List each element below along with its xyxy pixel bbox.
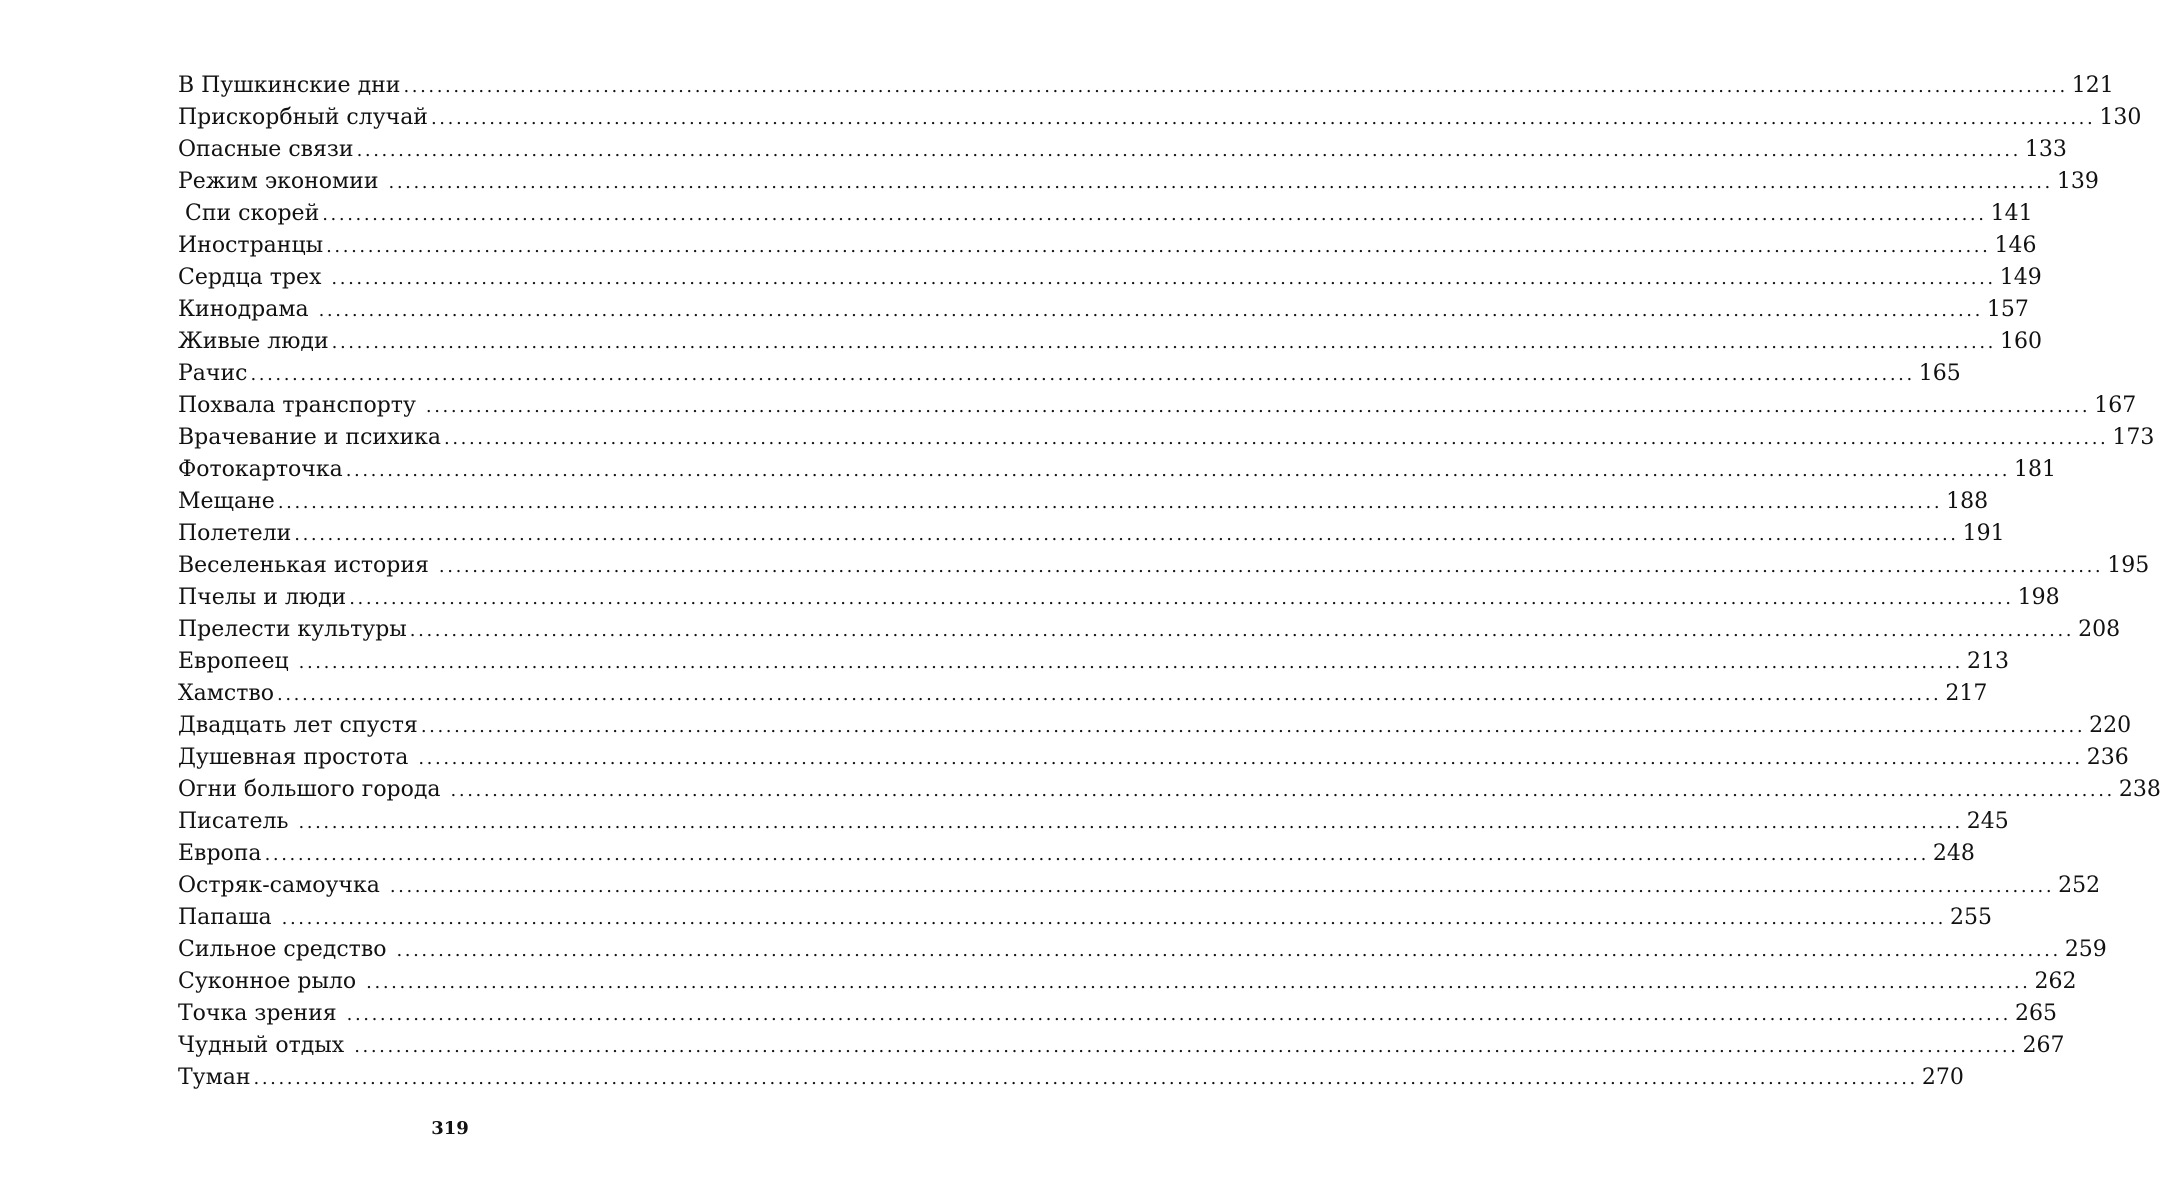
toc-entry xyxy=(178,1030,2065,1062)
toc-entry-title: Хамство xyxy=(178,681,275,706)
toc-entry-page: 133 xyxy=(2024,137,2067,162)
toc-entry xyxy=(178,262,2042,294)
toc-entry xyxy=(178,966,2077,998)
toc-entry-title: Рачис xyxy=(178,361,248,386)
toc-entry-title: Режим экономии xyxy=(178,169,386,194)
toc-entry xyxy=(178,838,1975,870)
dot-leader: ........................................................................................................................................................................................................ xyxy=(403,76,2068,97)
dot-leader: ........................................................................................................................................................................................................ xyxy=(349,588,2014,609)
toc-entry-title: Веселенькая история xyxy=(178,553,436,578)
toc-entry xyxy=(178,102,2142,134)
dot-leader: ........................................................................................................................................................................................................ xyxy=(298,652,1963,673)
toc-entry-page: 248 xyxy=(1932,841,1975,866)
toc-entry-title: Европеец xyxy=(178,649,296,674)
toc-entry xyxy=(178,294,2029,326)
toc-entry-page: 252 xyxy=(2058,873,2101,898)
toc-entry xyxy=(178,582,2060,614)
toc-entry-page: 139 xyxy=(2056,169,2099,194)
toc-entry-page: 217 xyxy=(1945,681,1988,706)
page-number: 319 xyxy=(431,1118,469,1139)
toc-entry-page: 141 xyxy=(1990,201,2033,226)
toc-entry-page: 267 xyxy=(2022,1033,2065,1058)
dot-leader: ........................................................................................................................................................................................................ xyxy=(331,332,1996,353)
toc-entry xyxy=(178,774,2161,806)
toc-entry-page: 188 xyxy=(1946,489,1989,514)
toc-entry-title: Двадцать лет спустя xyxy=(178,713,418,738)
toc-entry-title: Огни большого города xyxy=(178,777,448,802)
dot-leader: ........................................................................................................................................................................................................ xyxy=(250,364,1915,385)
toc-entry-page: 270 xyxy=(1921,1065,1964,1090)
toc-entry-title: Прискорбный случай xyxy=(178,105,428,130)
toc-entry-title: Чудный отдых xyxy=(178,1033,352,1058)
dot-leader: ........................................................................................................................................................................................................ xyxy=(354,1036,2019,1057)
dot-leader: ........................................................................................................................................................................................................ xyxy=(277,684,1942,705)
toc-entry-title: Сильное средство xyxy=(178,937,394,962)
toc-entry-page: 213 xyxy=(1966,649,2009,674)
toc-entry-page: 165 xyxy=(1918,361,1961,386)
dot-leader: ........................................................................................................................................................................................................ xyxy=(450,780,2115,801)
toc-entry-title: Сердца трех xyxy=(178,265,329,290)
toc-entry-title: Прелести культуры xyxy=(178,617,407,642)
toc-entry xyxy=(178,358,1961,390)
toc-entry xyxy=(178,902,1992,934)
dot-leader: ........................................................................................................................................................................................................ xyxy=(294,524,1959,545)
dot-leader: ........................................................................................................................................................................................................ xyxy=(389,876,2055,897)
toc-entry-title: Полетели xyxy=(178,521,292,546)
toc-entry-page: 157 xyxy=(1986,297,2029,322)
toc-entry-page: 195 xyxy=(2107,553,2150,578)
toc-entry-page: 245 xyxy=(1966,809,2009,834)
toc-entry-page: 146 xyxy=(1994,233,2037,258)
toc-entry-page: 191 xyxy=(1962,521,2005,546)
toc-entry-page: 173 xyxy=(2112,425,2155,450)
toc-entry xyxy=(178,518,2005,550)
dot-leader: ........................................................................................................................................................................................................ xyxy=(356,140,2021,161)
dot-leader: ........................................................................................................................................................................................................ xyxy=(331,268,1996,289)
dot-leader: ........................................................................................................................................................................................................ xyxy=(438,556,2104,577)
toc-entry xyxy=(178,390,2137,422)
toc-entry-title: Иностранцы xyxy=(178,233,324,258)
toc-entry-title: Папаша xyxy=(178,905,279,930)
toc-entry xyxy=(178,934,2107,966)
toc-entry-page: 255 xyxy=(1950,905,1992,930)
dot-leader: ........................................................................................................................................................................................................ xyxy=(346,1004,2011,1025)
toc-entry xyxy=(178,198,2033,230)
toc-entry-page: 149 xyxy=(1999,265,2042,290)
toc-entry xyxy=(178,1062,1964,1094)
toc-entry xyxy=(178,870,2101,902)
dot-leader: ........................................................................................................................................................................................................ xyxy=(318,300,1983,321)
dot-leader: ........................................................................................................................................................................................................ xyxy=(396,940,2061,961)
toc-entry-title: Туман xyxy=(178,1065,251,1090)
toc-entry xyxy=(178,806,2009,838)
toc-entry-title: Спи скорей xyxy=(178,201,320,226)
toc-entry xyxy=(178,998,2057,1030)
toc-entry-page: 265 xyxy=(2014,1001,2057,1026)
toc-entry-page: 208 xyxy=(2078,617,2121,642)
toc-entry xyxy=(178,486,1989,518)
dot-leader: ........................................................................................................................................................................................................ xyxy=(298,812,1963,833)
toc-entry-page: 198 xyxy=(2017,585,2060,610)
toc-entry xyxy=(178,550,2150,582)
dot-leader: ........................................................................................................................................................................................................ xyxy=(418,748,2083,769)
dot-leader: ........................................................................................................................................................................................................ xyxy=(345,460,2011,481)
toc-entry-title: Опасные связи xyxy=(178,137,354,162)
toc-entry-title: Мещане xyxy=(178,489,275,514)
toc-entry xyxy=(178,230,2037,262)
dot-leader: ........................................................................................................................................................................................................ xyxy=(409,620,2075,641)
toc-entry-page: 262 xyxy=(2034,969,2077,994)
dot-leader: ........................................................................................................................................................................................................ xyxy=(420,716,2086,737)
toc-entry-title: В Пушкинские дни xyxy=(178,73,401,98)
toc-entry-page: 167 xyxy=(2094,393,2137,418)
dot-leader: ........................................................................................................................................................................................................ xyxy=(326,236,1991,257)
dot-leader: ........................................................................................................................................................................................................ xyxy=(388,172,2053,193)
toc-entry-title: Фотокарточка xyxy=(178,457,343,482)
toc-entry-title: Живые люди xyxy=(178,329,329,354)
toc-entry xyxy=(178,422,2155,454)
toc-entry xyxy=(178,326,2042,358)
toc-entry-title: Европа xyxy=(178,841,262,866)
toc-entry xyxy=(178,134,2067,166)
toc-entry xyxy=(178,70,2114,102)
toc-entry xyxy=(178,742,2129,774)
toc-entry-page: 238 xyxy=(2118,777,2161,802)
toc-entry-title: Суконное рыло xyxy=(178,969,364,994)
dot-leader: ........................................................................................................................................................................................................ xyxy=(366,972,2031,993)
dot-leader: ........................................................................................................................................................................................................ xyxy=(425,396,2091,417)
toc-entry xyxy=(178,678,1988,710)
toc-entry-page: 236 xyxy=(2086,745,2129,770)
toc-entry-title: Пчелы и люди xyxy=(178,585,347,610)
toc-entry-page: 160 xyxy=(1999,329,2042,354)
dot-leader: ........................................................................................................................................................................................................ xyxy=(281,908,1946,929)
toc-entry xyxy=(178,646,2009,678)
dot-leader: ........................................................................................................................................................................................................ xyxy=(322,204,1987,225)
toc-entry xyxy=(178,614,2121,646)
toc-entry-page: 259 xyxy=(2064,937,2107,962)
dot-leader: ........................................................................................................................................................................................................ xyxy=(264,844,1929,865)
toc-entry-title: Точка зрения xyxy=(178,1001,344,1026)
toc-entry-page: 220 xyxy=(2089,713,2132,738)
toc-entry-page: 181 xyxy=(2014,457,2057,482)
toc-entry-title: Врачевание и психика xyxy=(178,425,442,450)
toc-entry-title: Остряк-самоучка xyxy=(178,873,387,898)
dot-leader: ........................................................................................................................................................................................................ xyxy=(430,108,2096,129)
dot-leader: ........................................................................................................................................................................................................ xyxy=(444,428,2109,449)
toc-entry-page: 121 xyxy=(2071,73,2114,98)
toc-entry-title: Похвала транспорту xyxy=(178,393,423,418)
toc-entry xyxy=(178,454,2057,486)
toc-entry xyxy=(178,166,2099,198)
dot-leader: ........................................................................................................................................................................................................ xyxy=(253,1068,1918,1089)
toc-entry-title: Писатель xyxy=(178,809,296,834)
dot-leader: ........................................................................................................................................................................................................ xyxy=(277,492,1943,513)
table-of-contents xyxy=(178,70,2161,1094)
toc-entry-title: Душевная простота xyxy=(178,745,416,770)
toc-entry xyxy=(178,710,2132,742)
toc-entry-page: 130 xyxy=(2099,105,2142,130)
toc-entry-title: Кинодрама xyxy=(178,297,316,322)
